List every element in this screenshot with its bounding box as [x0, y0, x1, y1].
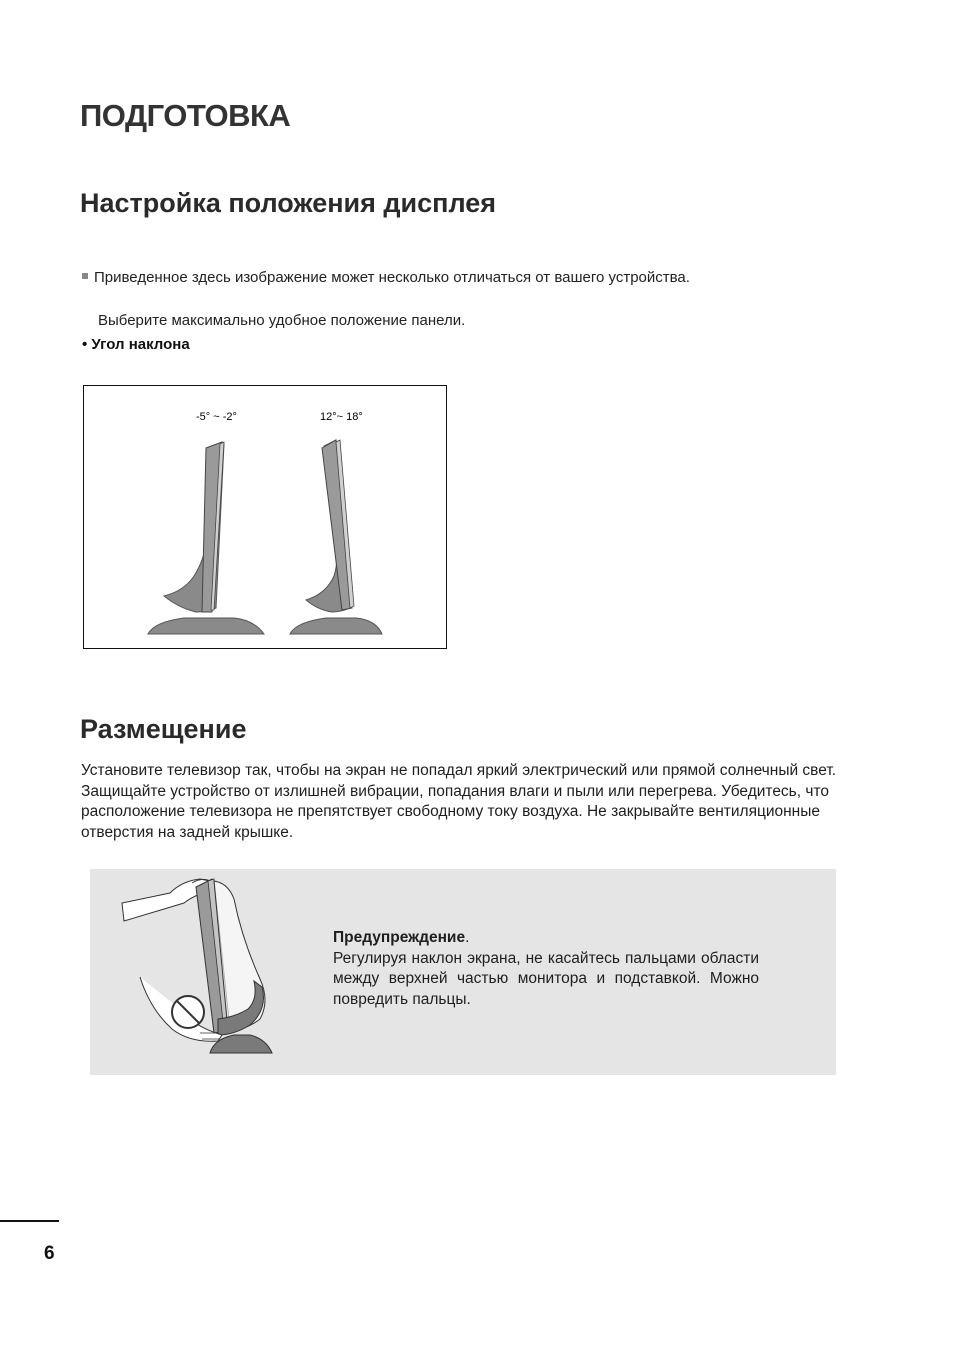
- monitor-forward-tilt-icon: [148, 442, 264, 634]
- image-note: [82, 269, 690, 286]
- monitor-back-tilt-icon: [290, 440, 382, 634]
- footer-divider: [0, 1220, 59, 1222]
- warning-text-block: [333, 928, 759, 1010]
- monitor-panel-icon: [196, 879, 265, 1035]
- note-text: Приведенное здесь изображение может несколько отличаться от вашего устройства.: [94, 269, 690, 286]
- section-title-placement: Размещение: [80, 714, 247, 744]
- hand-icon: [122, 879, 210, 921]
- warning-title-suffix: .: [465, 929, 470, 946]
- section-title-display-position: Настройка положения дисплея: [80, 188, 497, 218]
- warning-text: Регулируя наклон экрана, не касайтесь пальцами области между верхней частью монитора и подставкой. Можно повредить пальцы.: [333, 949, 759, 1008]
- warning-illustration: [110, 869, 310, 1075]
- square-bullet-icon: [82, 273, 88, 279]
- tilt-illustration: [84, 386, 446, 648]
- tilt-angle-heading: • Угол наклона: [82, 336, 190, 353]
- angle-label-back: 12°~ 18°: [320, 411, 363, 423]
- placement-paragraph: Установите телевизор так, чтобы на экран не попадал яркий электрический или прямой солнечный свет. Защищайте устройство от излишней вибрации, попадания влаги и пыли или перегрева. Убедитесь, что расположение телевизора не препятствует свободному току воздуха. Не закрывайте вентиляционные отверстия на задней крышке.: [81, 762, 837, 841]
- prohibition-icon: [172, 996, 204, 1028]
- chapter-title: ПОДГОТОВКА: [80, 98, 291, 133]
- warning-title-line: [333, 928, 759, 949]
- instruction-text: Выберите максимально удобное положение панели.: [98, 312, 466, 329]
- warning-title: Предупреждение: [333, 929, 466, 946]
- tilt-angle-figure: [83, 385, 447, 649]
- page-number: 6: [44, 1243, 55, 1264]
- angle-label-forward: -5° ~ -2°: [196, 411, 237, 423]
